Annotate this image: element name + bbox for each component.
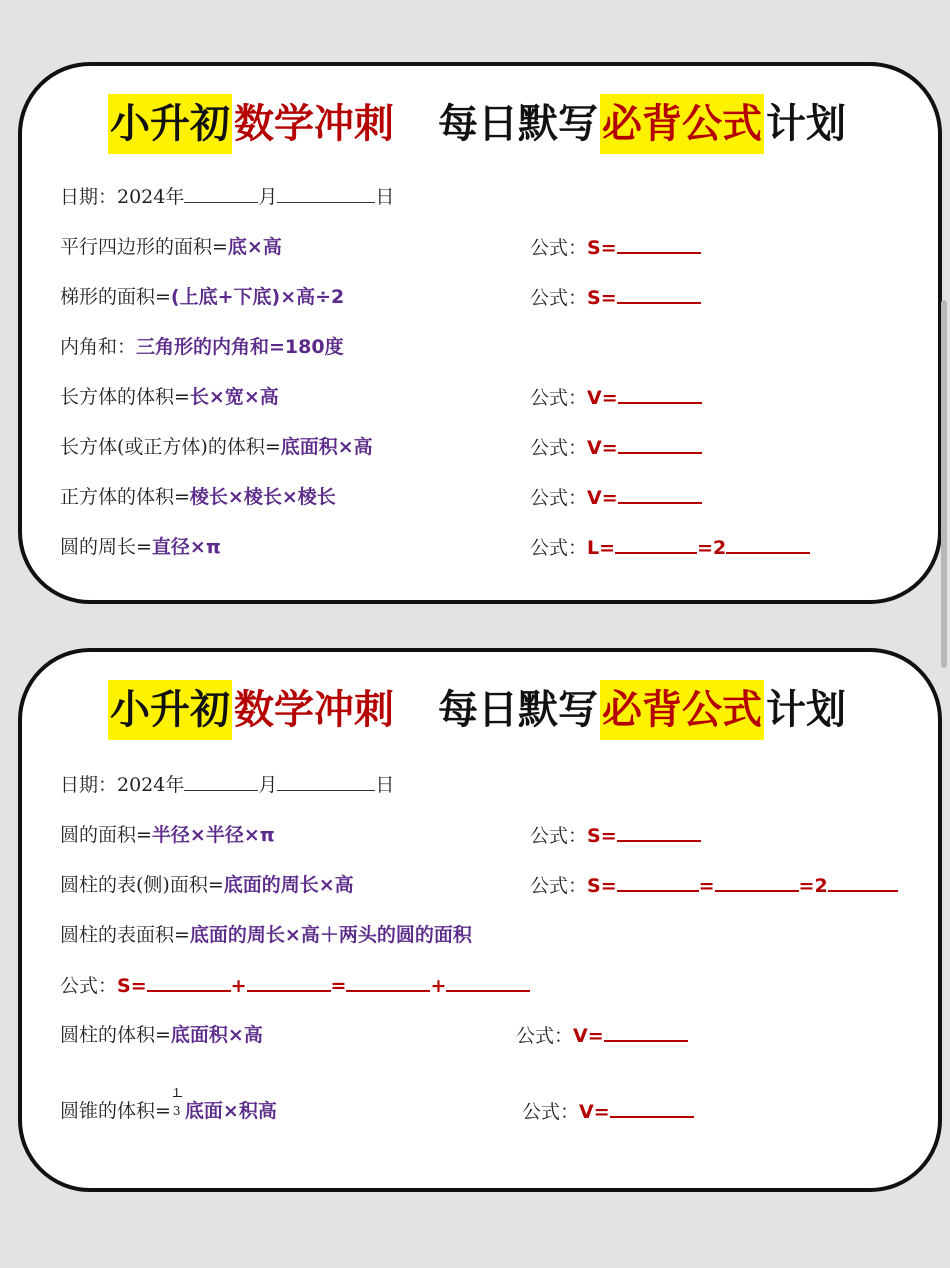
answer-blank[interactable] xyxy=(446,972,530,992)
answer-blank[interactable] xyxy=(617,822,701,842)
answer-blank[interactable] xyxy=(617,284,701,304)
answer-blank[interactable] xyxy=(617,234,701,254)
formula-answer: 公式：V= xyxy=(530,484,702,511)
answer-blank[interactable] xyxy=(618,484,702,504)
formula-row: 圆的面积=半径×半径×π xyxy=(60,824,275,846)
formula-answer: 公式：V= xyxy=(516,1022,688,1049)
answer-blank[interactable] xyxy=(726,534,810,554)
formula-answer: 公式：S= xyxy=(530,234,701,261)
formula-row: 长方体(或正方体)的体积=底面积×高 xyxy=(60,436,373,458)
title-part-2: 数学冲刺 xyxy=(234,101,394,147)
answer-blank[interactable] xyxy=(715,872,799,892)
formula-row: 平行四边形的面积=底×高 xyxy=(60,236,282,258)
answer-blank[interactable] xyxy=(618,434,702,454)
formula-row: 圆锥的体积= 1 3 底面×积高 xyxy=(60,1086,277,1122)
formula-answer: 公式：V= xyxy=(522,1098,694,1125)
day-blank[interactable] xyxy=(277,184,375,203)
formula-answer: 公式：L= =2 xyxy=(530,534,810,561)
answer-blank[interactable] xyxy=(828,872,898,892)
formula-row: 正方体的体积=棱长×棱长×棱长 xyxy=(60,486,336,508)
formula-row: 圆的周长=直径×π xyxy=(60,536,221,558)
title-part-2: 数学冲刺 xyxy=(234,687,394,733)
title-part-1: 小升初 xyxy=(108,94,232,154)
formula-answer: 公式：S= xyxy=(530,284,701,311)
formula-card-1 xyxy=(18,62,942,604)
formula-card-2 xyxy=(18,648,942,1192)
formula-row: 内角和：三角形的内角和=180度 xyxy=(60,336,344,358)
title-part-4: 必背公式 xyxy=(600,94,764,154)
formula-answer: 公式：V= xyxy=(530,384,702,411)
card-title xyxy=(108,94,848,154)
one-third-fraction: 1 3 xyxy=(172,1086,181,1118)
scrollbar-thumb[interactable] xyxy=(941,300,947,668)
answer-blank[interactable] xyxy=(610,1098,694,1118)
month-blank[interactable] xyxy=(184,184,258,203)
title-part-5: 计划 xyxy=(766,687,846,733)
formula-row: 圆柱的表(侧)面积=底面的周长×高 xyxy=(60,874,354,896)
formula-answer: 公式：S= xyxy=(530,822,701,849)
month-blank[interactable] xyxy=(184,772,258,791)
title-part-3: 每日默写 xyxy=(438,687,598,733)
formula-row: 圆柱的表面积=底面的周长×高＋两头的圆的面积 xyxy=(60,924,472,946)
date-line: 日期：2024年 月 日 xyxy=(60,186,395,208)
answer-blank[interactable] xyxy=(346,972,430,992)
formula-answer-row: 公式：S= + = + xyxy=(60,972,530,999)
date-line: 日期：2024年 月 日 xyxy=(60,774,395,796)
answer-blank[interactable] xyxy=(604,1022,688,1042)
title-part-3: 每日默写 xyxy=(438,101,598,147)
answer-blank[interactable] xyxy=(615,534,697,554)
day-blank[interactable] xyxy=(277,772,375,791)
card-title xyxy=(108,680,848,740)
formula-row: 圆柱的体积=底面积×高 xyxy=(60,1024,263,1046)
title-part-4: 必背公式 xyxy=(600,680,764,740)
formula-row: 梯形的面积=(上底+下底)×高÷2 xyxy=(60,286,345,308)
formula-row: 长方体的体积=长×宽×高 xyxy=(60,386,279,408)
answer-blank[interactable] xyxy=(617,872,699,892)
answer-blank[interactable] xyxy=(147,972,231,992)
title-part-5: 计划 xyxy=(766,101,846,147)
formula-answer: 公式：V= xyxy=(530,434,702,461)
formula-answer: 公式：S= = =2 xyxy=(530,872,898,899)
answer-blank[interactable] xyxy=(247,972,331,992)
title-part-1: 小升初 xyxy=(108,680,232,740)
answer-blank[interactable] xyxy=(618,384,702,404)
